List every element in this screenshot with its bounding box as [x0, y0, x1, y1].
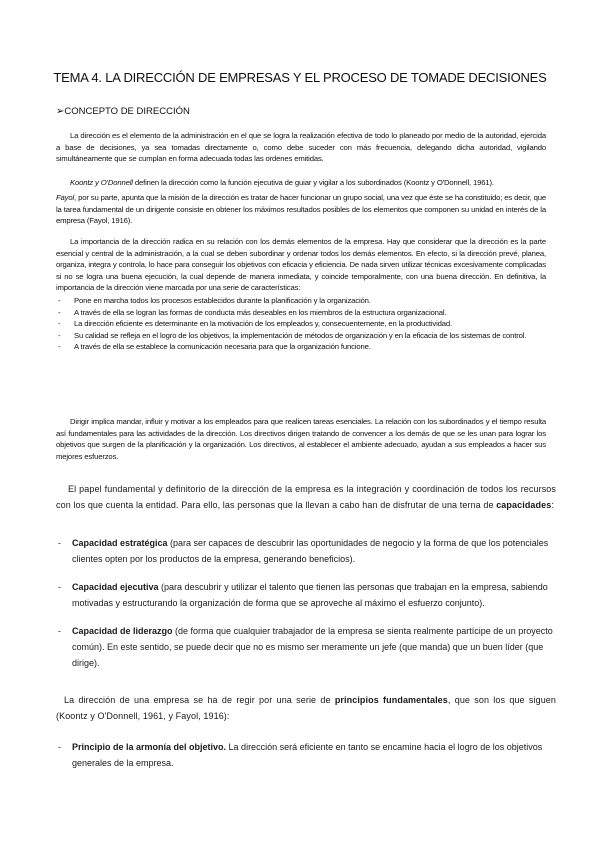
- list-item: [56, 307, 546, 319]
- dash-bullet: -: [58, 319, 61, 329]
- section-heading-label: CONCEPTO DE DIRECCIÓN: [64, 106, 190, 117]
- paragraph-importance: La importancia de la dirección radica en su relación con los demás elementos de la empresa. Hay que considerar que la dirección es la parte esencial y central de la administración, a la cual se deben subordinar y ordenar todos los demás elementos. En efecto, si la dirección prevé, planea, organiza, integra y controla, lo hace para conseguir los objetivos con eficacia y eficiencia. De nada sirven utilizar técnicas excesivamente complicadas si no se logra una buena ejecución, la cual depende de manera inmediata, y coincide temporalmente, con una buena dirección. En definitiva, la importancia de la dirección viene marcada por una serie de características:: [56, 237, 546, 293]
- list-item-text: Su calidad se refleja en el logro de los objetivos, la implementación de métodos de organización y en la eficacia de los sistemas de control.: [74, 330, 527, 340]
- list-item-text: Pone en marcha todos los procesos establecidos durante la planificación y la organización.: [74, 296, 371, 305]
- capacity-text: (de forma que cualquier trabajador de la empresa se sienta realmente partícipe de un proyecto común). En este sentido, se puede decir que no es mismo ser meramente un jefe (que manda) que un buen líder (que dirige).: [72, 626, 553, 668]
- capacities-keyword: capacidades: [496, 500, 552, 510]
- dash-bullet: -: [58, 342, 61, 352]
- paragraph-directing: Dirigir implica mandar, influir y motivar a los empleados para que realicen tareas esenciales. La relación con los subordinados y el tiempo resulta así fundamentales para las actividades de la dirección. Los directivos dirigen tratando de convencer a los demás de que se les unan para lograr los objetivos que surgen de la planificación y la organización. Los directivos, al establecer el ambiente adecuado, ayudan a sus empleados a hacer sus mejores esfuerzos.: [56, 417, 546, 461]
- dash-bullet: -: [58, 307, 61, 317]
- list-item: [56, 295, 546, 307]
- dash-bullet: -: [58, 626, 61, 636]
- list-item: [56, 739, 556, 771]
- paragraph-koontz: [56, 177, 546, 189]
- capacities-intro-end: :: [551, 500, 554, 510]
- list-item: [56, 341, 546, 353]
- principle-text: La dirección será eficiente en tanto se encamine hacia el logro de los objetivos generales de la empresa.: [72, 742, 543, 768]
- dash-bullet: -: [58, 538, 61, 548]
- paragraph-principles-intro: [56, 692, 556, 724]
- principle-name: Principio de la armonía del objetivo.: [72, 742, 227, 752]
- capacity-name: Capacidad estratégica: [72, 538, 168, 548]
- capacity-name: Capacidad de liderazgo: [72, 626, 173, 636]
- capacities-intro-text: El papel fundamental y definitorio de la dirección de la empresa es la integración y coordinación de todos los recursos con los que cuenta la entidad. Para ello, las personas que la llevan a cabo han de disfrutar de una terna de: [56, 484, 556, 510]
- capacities-list: [56, 535, 556, 671]
- capacity-text: (para ser capaces de descubrir las oportunidades de negocio y la forma de que los potenciales clientes opten por los productos de la empresa, generando beneficios).: [72, 538, 549, 564]
- dash-bullet: -: [58, 330, 61, 340]
- page-title: TEMA 4. LA DIRECCIÓN DE EMPRESAS Y EL PROCESO DE TOMADE DECISIONES: [53, 70, 547, 85]
- capacity-text: (para descubrir y utilizar el talento que tienen las personas que trabajan en la empresa, sabiendo motivadas y estructurando la organización de forma que se aproveche al máximo el esfuerzo conjunto).: [72, 582, 548, 608]
- principles-intro-text: La dirección de una empresa se ha de regir por una serie de: [64, 695, 335, 705]
- author-koontz: Koontz y O'Donnell: [70, 178, 133, 187]
- paragraph-koontz-text: definen la dirección como la función ejecutiva de guiar y vigilar a los subordinados (Koontz y O'Donnell, 1961).: [132, 178, 494, 187]
- characteristics-list: [56, 295, 546, 353]
- dash-bullet: -: [58, 296, 61, 305]
- list-item: [56, 623, 556, 671]
- paragraph-capacities-intro: [56, 481, 556, 513]
- dash-bullet: -: [58, 742, 61, 752]
- list-item: [56, 579, 556, 611]
- dash-bullet: -: [58, 582, 61, 592]
- list-item: [56, 535, 556, 567]
- paragraph-fayol: [56, 192, 546, 227]
- principles-intro-end: , que son los que siguen (Koontz y O'Donnell, 1961, y Fayol, 1916):: [56, 695, 557, 721]
- list-item: [56, 330, 546, 342]
- capacity-name: Capacidad ejecutiva: [72, 582, 159, 592]
- paragraph-definition: La dirección es el elemento de la administración en el que se logra la realización efectiva de todo lo planeado por medio de la autoridad, ejercida a base de decisiones, ya sea tomadas directamente o, como debe suceder con más frecuencia, delegando dicha autoridad, vigilando simultáneamente que se cumplan en forma adecuada todas las ordenes emitidas.: [56, 131, 546, 164]
- paragraph-fayol-text: , por su parte, apunta que la misión de la dirección es tratar de hacer funcionar un grupo social, una vez que éste se ha constituido; es decir, que la tarea fundamental de un dirigente consiste en obtener los máximos resultados posibles de los elementos que componen su unidad en interés de la empresa (Fayol, 1916).: [56, 193, 546, 226]
- list-item-text: A través de ella se logran las formas de conducta más deseables en los miembros de la estructura organizacional.: [74, 307, 447, 317]
- author-fayol: Fayol: [56, 193, 75, 202]
- arrow-bullet-icon: ➢: [56, 106, 65, 117]
- list-item: [56, 318, 546, 330]
- principles-keyword: principios fundamentales: [334, 695, 448, 705]
- list-item-text: La dirección eficiente es determinante en la motivación de los empleados y, consecuentemente, en la productividad.: [74, 319, 453, 329]
- list-item-text: A través de ella se establece la comunicación necesaria para que la organización funcione.: [74, 342, 371, 352]
- principles-list: [56, 739, 556, 771]
- section-heading: [56, 106, 190, 117]
